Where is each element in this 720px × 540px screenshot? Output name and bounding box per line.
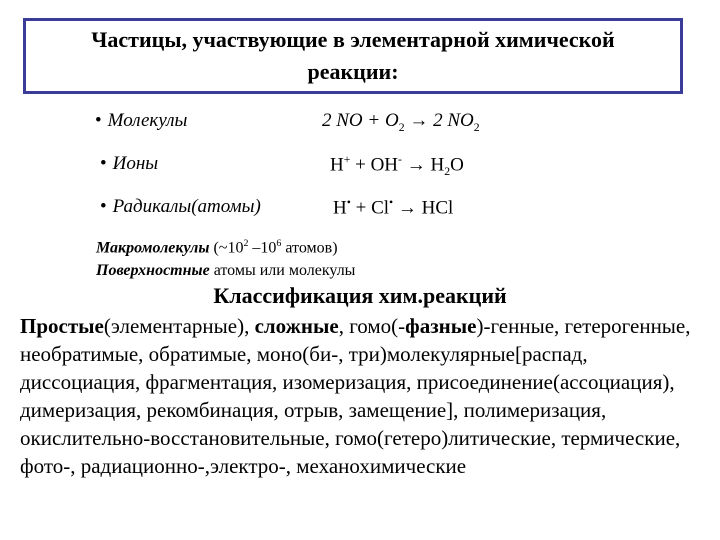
eq-sup: • <box>346 196 351 209</box>
eq-sup: - <box>398 153 402 166</box>
para-text: (элементарные), <box>103 314 255 338</box>
eq-sup: • <box>389 196 394 209</box>
eq-part: + Cl <box>350 197 390 219</box>
title-box <box>23 18 683 94</box>
eq-part: → HCl <box>393 197 454 219</box>
particle-label: Радикалы(атомы) <box>112 196 261 217</box>
eq-sup: + <box>343 153 351 166</box>
equation-molecules <box>322 110 480 135</box>
para-bold: Простые <box>20 314 104 338</box>
para-bold: фазные <box>405 314 477 338</box>
bullet-icon: • <box>95 110 102 131</box>
particle-row-radicals <box>100 196 261 218</box>
particle-row-molecules <box>95 110 187 132</box>
macro-line <box>96 238 338 257</box>
bullet-icon: • <box>100 153 107 174</box>
surface-line <box>96 262 355 280</box>
eq-sub: 2 <box>398 120 405 134</box>
macro-text: –10 <box>248 239 277 257</box>
eq-part: H <box>330 154 344 176</box>
macro-text: атомов) <box>281 239 338 257</box>
para-bold: сложные <box>254 314 339 338</box>
para-text: )-генные, гетерогенные, необратимые, обратимые, моно(би-, три)молекулярные[распад, диссоциация, фрагментация, изомеризация, присоединение(ассоциация), димеризация, рекомбинация, отрыв, замещение], полимеризация, окислительно-восстановительные, гомо(гетеро)литические, термические, фото-, радиационно-,электро-, механохимические <box>20 314 691 478</box>
macro-text: (~10 <box>209 239 244 257</box>
classification-paragraph <box>20 312 710 480</box>
eq-part: + OH <box>350 154 399 176</box>
eq-part: 2 NO + O <box>322 110 399 131</box>
macro-exp: 2 <box>243 238 249 249</box>
particle-row-ions <box>100 153 158 175</box>
eq-part: H <box>333 197 347 219</box>
particle-label: Молекулы <box>107 110 188 131</box>
equation-ions <box>330 153 464 179</box>
eq-part: → 2 NO <box>404 110 474 131</box>
classification-title: Классификация хим.реакций <box>213 283 507 308</box>
equation-radicals <box>333 196 453 219</box>
bullet-icon: • <box>100 196 107 217</box>
eq-part: → H <box>401 154 445 176</box>
para-text: , гомо(- <box>338 314 406 338</box>
macro-label: Макромолекулы <box>96 239 210 257</box>
eq-sub: 2 <box>473 120 480 134</box>
particle-label: Ионы <box>112 153 159 174</box>
slide-title: Частицы, участвующие в элементарной химической реакции: <box>91 27 615 84</box>
eq-part: O <box>450 154 464 176</box>
eq-sub: 2 <box>444 165 451 179</box>
surface-label: Поверхностные <box>96 262 210 279</box>
surface-text: атомы или молекулы <box>209 262 356 279</box>
macro-exp: 6 <box>276 238 282 249</box>
